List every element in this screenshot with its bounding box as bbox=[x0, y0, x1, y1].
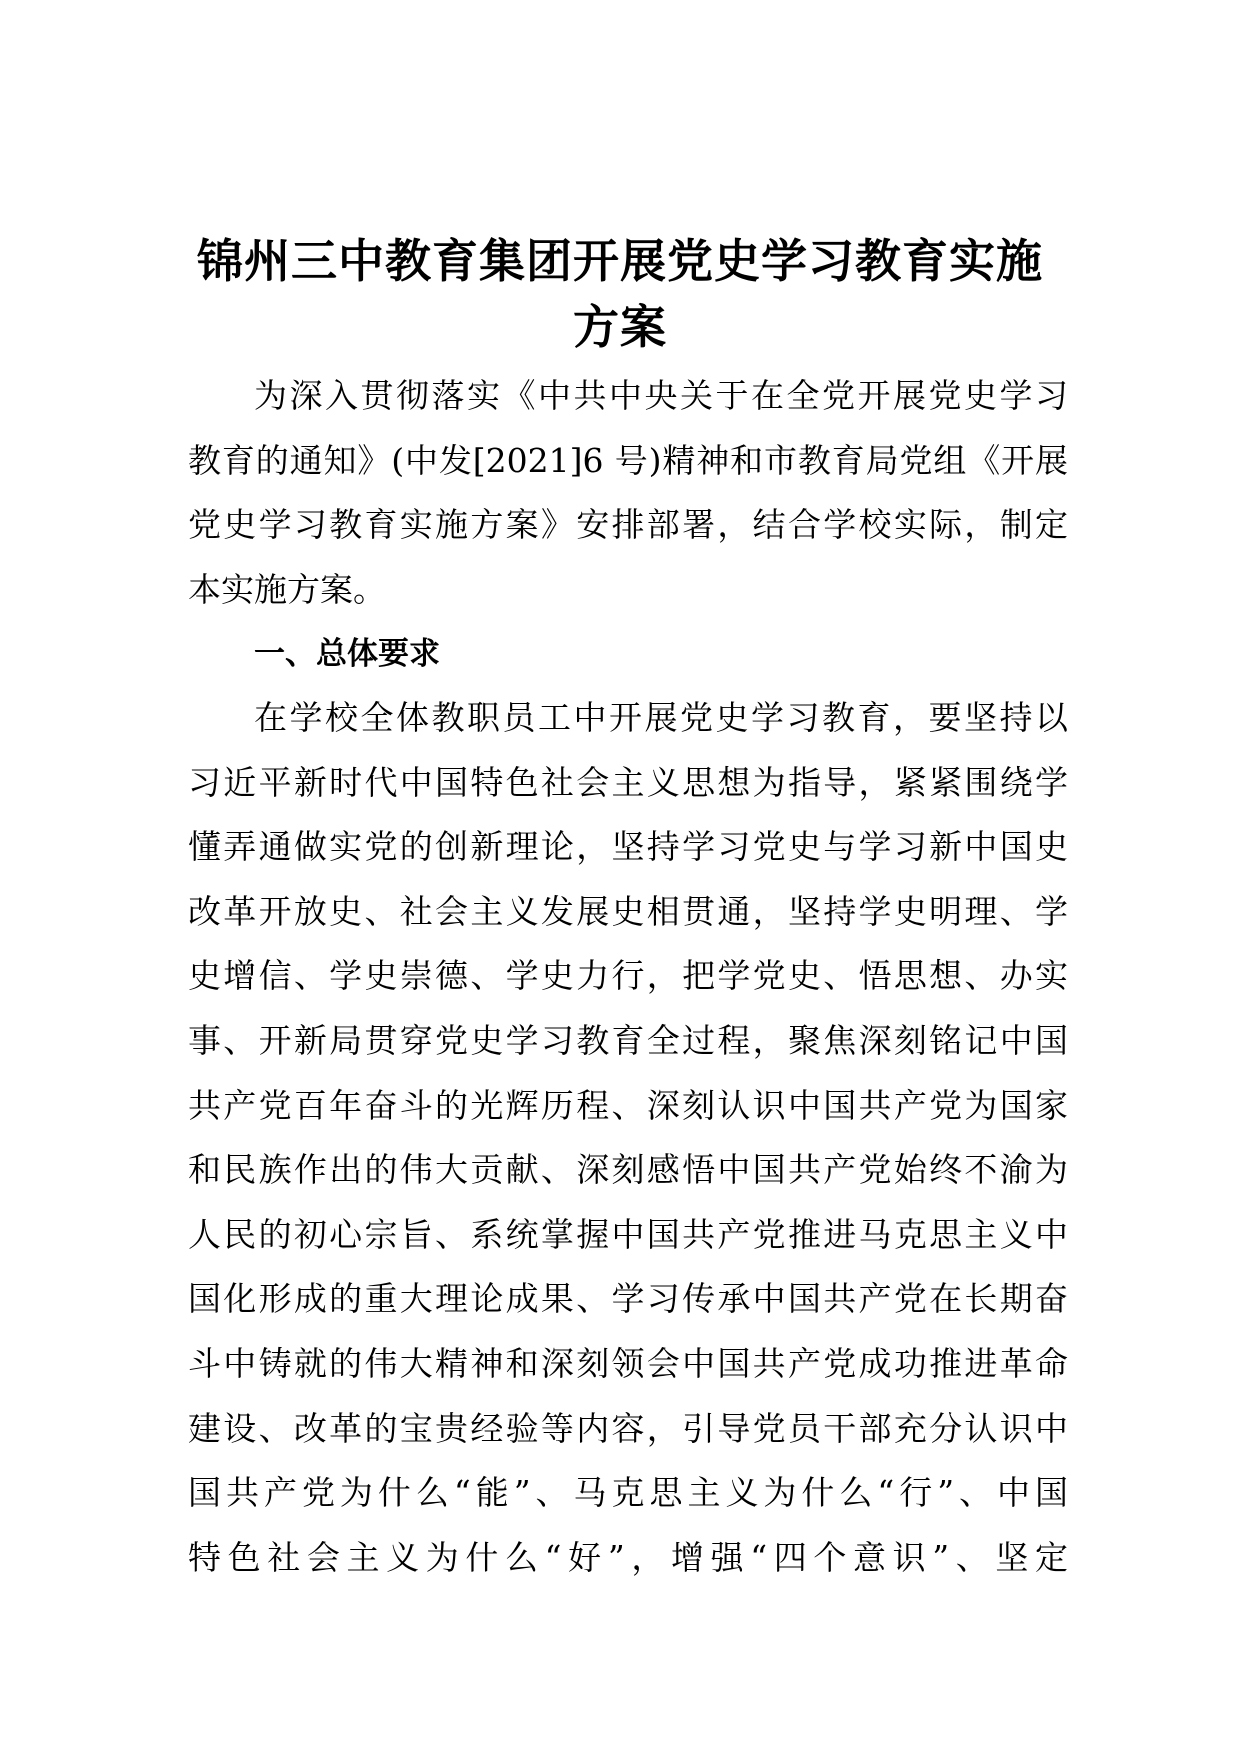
document-title-line-2: 方案 bbox=[573, 300, 667, 354]
body-line: 共产党百年奋斗的光辉历程、深刻认识中国共产党为国家 bbox=[188, 1085, 1068, 1125]
document-title-line-1: 锦州三中教育集团开展党史学习教育实施 bbox=[197, 234, 1043, 288]
body-line: 建设、改革的宝贵经验等内容，引导党员干部充分认识中 bbox=[188, 1408, 1068, 1448]
body-line: 国化形成的重大理论成果、学习传承中国共产党在长期奋 bbox=[188, 1279, 1068, 1319]
body-line: 国共产党为什么“能”、马克思主义为什么“行”、中国 bbox=[188, 1473, 1068, 1513]
section-heading: 一、总体要求 bbox=[254, 636, 440, 672]
body-line: 事、开新局贯穿党史学习教育全过程，聚焦深刻铭记中国 bbox=[188, 1020, 1068, 1060]
body-line: 人民的初心宗旨、系统掌握中国共产党推进马克思主义中 bbox=[188, 1214, 1068, 1254]
body-line: 在学校全体教职员工中开展党史学习教育，要坚持以 bbox=[254, 698, 1068, 737]
body-line: 和民族作出的伟大贡献、深刻感悟中国共产党始终不渝为 bbox=[188, 1150, 1068, 1190]
body-line: 改革开放史、社会主义发展史相贯通，坚持学史明理、学 bbox=[188, 891, 1068, 931]
intro-line: 党史学习教育实施方案》安排部署，结合学校实际，制定 bbox=[188, 505, 1068, 545]
body-line: 习近平新时代中国特色社会主义思想为指导，紧紧围绕学 bbox=[188, 762, 1068, 802]
section-1-paragraph bbox=[188, 686, 1068, 1590]
intro-paragraph bbox=[188, 364, 1068, 622]
body-line: 懂弄通做实党的创新理论，坚持学习党史与学习新中国史 bbox=[188, 827, 1068, 867]
body-line: 斗中铸就的伟大精神和深刻领会中国共产党成功推进革命 bbox=[188, 1343, 1068, 1383]
intro-line: 本实施方案。 bbox=[188, 569, 386, 609]
intro-line: 为深入贯彻落实《中共中央关于在全党开展党史学习 bbox=[254, 376, 1068, 415]
intro-line: 教育的通知》(中发[2021]6 号)精神和市教育局党组《开展 bbox=[188, 440, 1068, 480]
body-line: 史增信、学史崇德、学史力行，把学党史、悟思想、办实 bbox=[188, 956, 1068, 996]
body-line: 特色社会主义为什么“好”，增强“四个意识”、坚定 bbox=[188, 1537, 1068, 1577]
